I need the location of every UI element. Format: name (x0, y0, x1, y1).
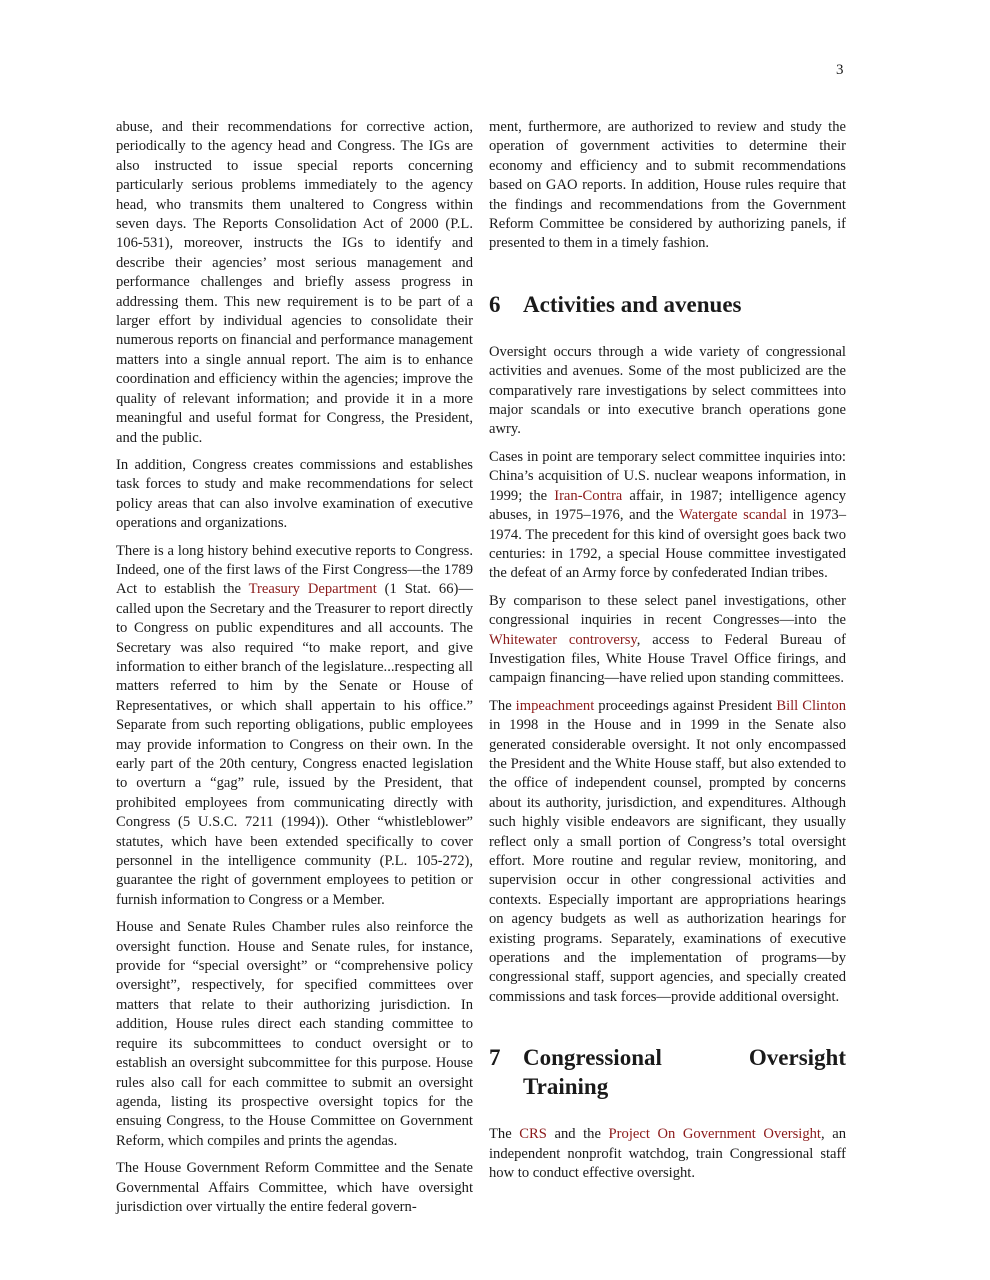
text: By comparison to these select panel investigations, other congressional inquiries in recent Congresses—into the (489, 592, 846, 629)
text: , access to Federal Bureau of Investigation files, White House Travel Office firings, and campaign financing—have relied upon standing committees. (489, 631, 846, 687)
paragraph (489, 1125, 846, 1183)
section-title: Congressional Oversight Training (523, 1045, 846, 1100)
page-number: 3 (836, 62, 844, 78)
text: There is a long history behind executive reports to Congress. Indeed, one of the first laws of the First Congress—the 1789 Act to establish the (116, 542, 473, 598)
right-column (489, 118, 846, 1191)
paragraph: In addition, Congress creates commissions and establishes task forces to study and make recommendations for select policy areas that can also involve examination of executive operations and organizations. (116, 456, 473, 532)
paragraph: abuse, and their recommendations for corrective action, periodically to the agency head and Congress. The IGs are also instructed to issue special reports concerning particularly serious problems immediately to the agency head, who transmits them unaltered to Congress within seven days. The Reports Consolidation Act of 2000 (P.L. 106-531), moreover, instructs the IGs to identify and describe their agencies’ most serious management and performance challenges and briefly assess progress in addressing them. This new requirement is to be part of a larger effort by individual agencies to consolidate their numerous reports on financial and performance management matters into a single annual report. The aim is to enhance coordination and efficiency within the agencies; improve the quality of relevant information; and provide it in a more meaningful and useful format for Congress, the President, and the public. (116, 119, 473, 446)
paragraph (116, 542, 473, 911)
paragraph: The House Government Reform Committee and the Senate Governmental Affairs Committee, which have oversight jurisdiction over virtually the entire federal govern- (116, 1160, 473, 1215)
link-whitewater-controversy[interactable]: Whitewater controversy (489, 631, 637, 648)
section-number: 6 (489, 291, 501, 317)
text: , an independent nonprofit watchdog, train Congressional staff how to conduct effective oversight. (489, 1126, 846, 1182)
paragraph: ment, furthermore, are authorized to review and study the operation of government activities to determine their economy and efficiency and to submit recommendations based on GAO reports. In addition, House rules require that the findings and recommendations from the Government Reform Committee be considered by authorizing panels, if presented to them in a timely fashion. (489, 119, 846, 252)
link-treasury-department[interactable]: Treasury Department (248, 581, 377, 598)
text: in 1998 in the House and in 1999 in the Senate also generated considerable oversight. It not only encompassed the President and the White House staff, but also extended to the office of independent counsel, prompted by concerns about its authority, jurisdiction, and expenditures. Although such highly visible endeavors are significant, they usually reflect only a small portion of Congress’s total oversight effort. More routine and regular review, monitoring, and supervision occur in other congressional activities and contexts. Especially important are appropriations hearings on agency budgets as well as authorization hearings for existing programs. Separately, examinations of executive operations and the implementation of programs—by congressional staff, support agencies, and specially created commissions and task forces—provide additional oversight. (489, 717, 846, 1005)
text: in 1973–1974. The precedent for this kind of oversight goes back two centuries: in 1792, a special House committee investigated the defeat of an Army force by confederated Indian tribes. (489, 507, 846, 582)
link-project-on-government-oversight[interactable]: Project On Government Oversight (608, 1126, 821, 1143)
text: The (489, 1126, 520, 1143)
paragraph (489, 697, 846, 1008)
link-impeachment[interactable]: impeachment (515, 697, 595, 714)
paragraph: Oversight occurs through a wide variety of congressional activities and avenues. Some of the most publicized are the comparatively rare investigations by select committees into major scandals or into executive branch operations gone awry. (489, 343, 846, 438)
left-column (116, 118, 473, 1225)
section-heading-6 (489, 290, 846, 319)
link-iran-contra[interactable]: Iran-Contra (554, 487, 623, 504)
paragraph (489, 592, 846, 689)
link-crs[interactable]: CRS (519, 1126, 547, 1143)
text: proceedings against President (594, 697, 777, 714)
text: Cases in point are temporary select committee inquiries into: China’s acquisition of U.S. nuclear weapons information, in 1999; the (489, 448, 846, 504)
paragraph: House and Senate Rules Chamber rules also reinforce the oversight function. House and Senate rules, for instance, provide for “special oversight” or “comprehensive policy oversight”, respectively, for specified committees over matters that relate to their authorizing jurisdiction. In addition, House rules direct each standing committee to require its subcommittees to conduct oversight or to establish an oversight subcommittee for this purpose. House rules also call for each committee to submit an oversight agenda, listing its prospective oversight topics for the ensuing Congress, to the House Committee on Government Reform, which compiles and prints the agendas. (116, 919, 473, 1149)
section-heading-7 (489, 1043, 846, 1101)
paragraph (489, 448, 846, 584)
text: and the (546, 1126, 609, 1143)
text: The (489, 697, 516, 714)
section-title: Activities and avenues (523, 291, 742, 317)
text: (1 Stat. 66)—called upon the Secretary and the Treasurer to report directly to Congress on public expenditures and all accounts. The Secretary was also required “to make report, and give information to either branch of the legislature...respecting all matters referred to him by the Senate or House of Representatives, or which shall appertain to his office.” Separate from such reporting obligations, public employees may provide information to Congress on their own. In the early part of the 20th century, Congress enacted legislation to overturn a “gag” rule, issued by the President, that prohibited employees from communicating directly with Congress (5 U.S.C. 7211 (1994)). Other “whistleblower” statutes, which have been extended specifically to cover personnel in the intelligence community (P.L. 105-272), guarantee the right of government employees to petition or furnish information to Congress or a Member. (116, 581, 473, 908)
link-watergate-scandal[interactable]: Watergate scandal (679, 507, 787, 524)
section-number: 7 (489, 1045, 501, 1071)
link-bill-clinton[interactable]: Bill Clinton (776, 697, 846, 714)
text: affair, in 1987; intelligence agency abuses, in 1975–1976, and the (489, 487, 846, 524)
